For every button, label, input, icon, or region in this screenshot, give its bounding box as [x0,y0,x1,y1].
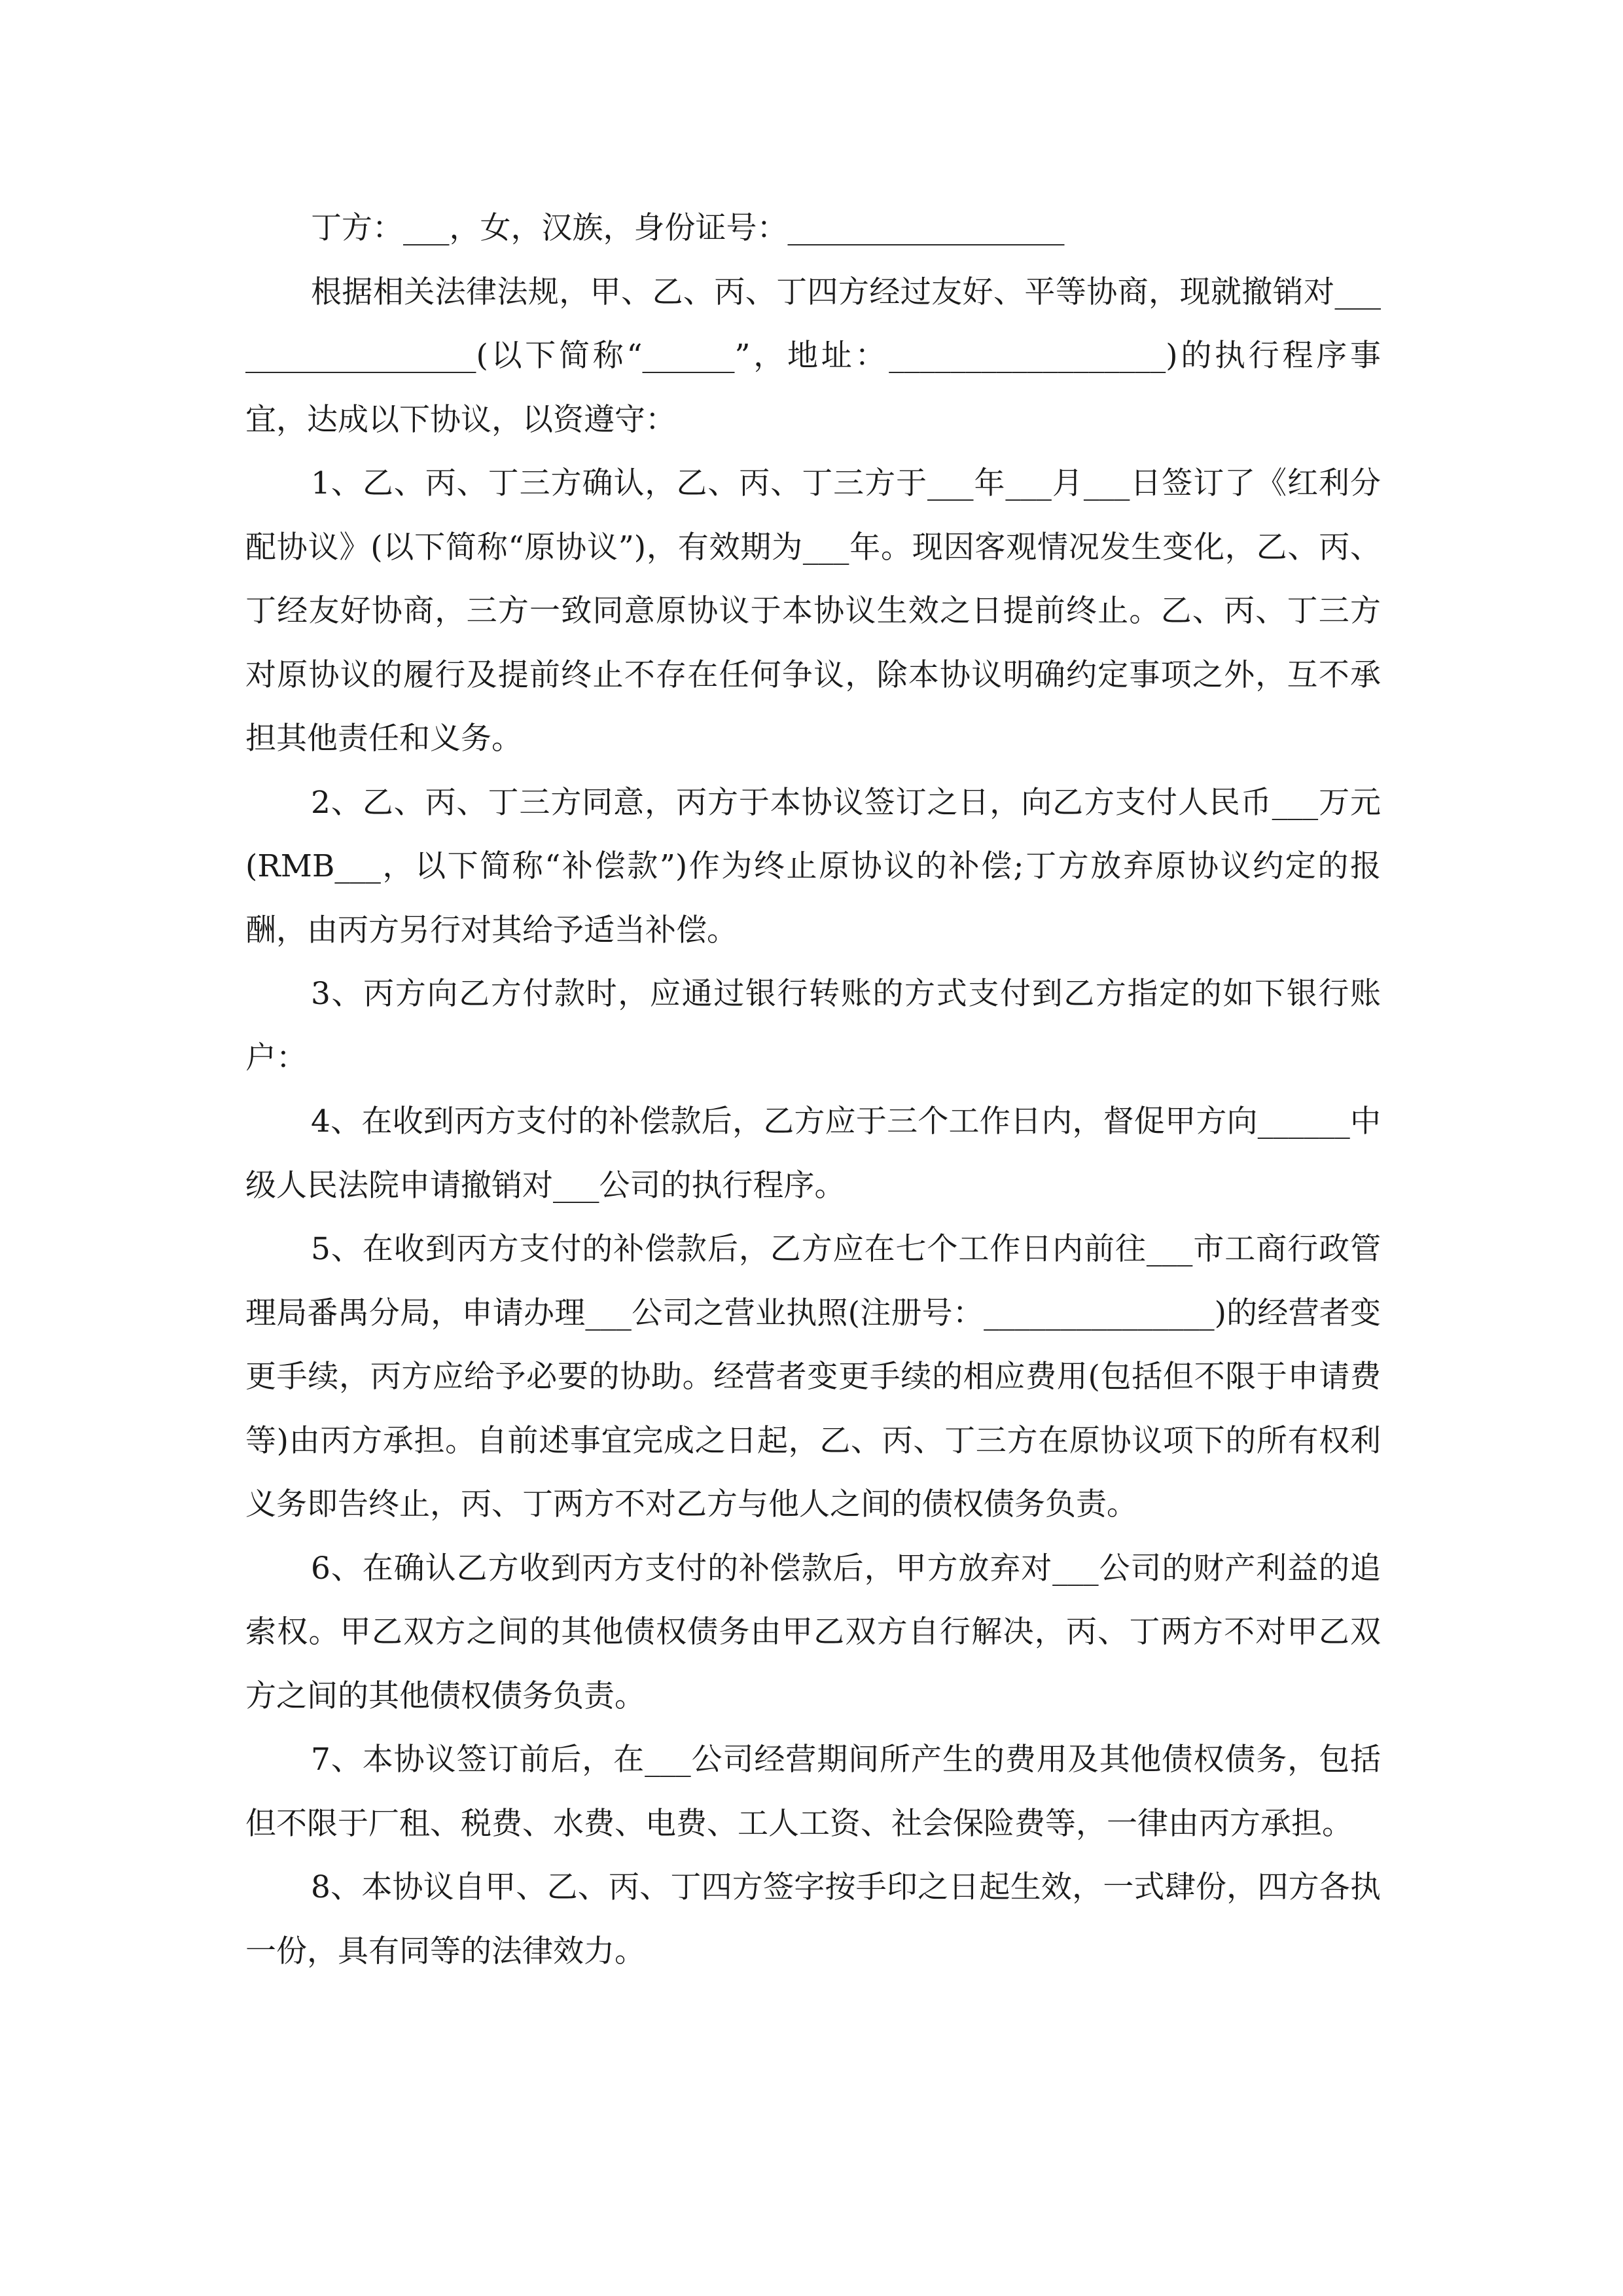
clause-3: 3、丙方向乙方付款时，应通过银行转账的方式支付到乙方指定的如下银行账户： [245,976,1381,1076]
agreement-body [245,196,1381,1983]
clause-7: 7、本协议签订前后，在___公司经营期间所产生的费用及其他债权债务，包括但不限于厂租、税费、水费、电费、工人工资、社会保险费等，一律由丙方承担。 [245,1742,1381,1842]
clause-6: 6、在确认乙方收到丙方支付的补偿款后，甲方放弃对___公司的财产利益的追索权。甲乙双方之间的其他债权债务由甲乙双方自行解决，丙、丁两方不对甲乙双方之间的其他债权债务负责。 [245,1550,1381,1714]
clause-8: 8、本协议自甲、乙、丙、丁四方签字按手印之日起生效，一式肆份，四方各执一份，具有同等的法律效力。 [245,1869,1381,1969]
clause-4: 4、在收到丙方支付的补偿款后，乙方应于三个工作日内，督促甲方向______中级人民法院申请撤销对___公司的执行程序。 [245,1103,1381,1204]
preamble-paragraph: 根据相关法律法规，甲、乙、丙、丁四方经过友好、平等协商，现就撤销对__________________(以下简称“______”，地址：__________________)的执行程序事宜，达成以下协议，以资遵守： [245,274,1381,438]
clause-5: 5、在收到丙方支付的补偿款后，乙方应在七个工作日内前往___市工商行政管理局番禺分局，申请办理___公司之营业执照(注册号：_______________)的经营者变更手续，丙方应给予必要的协助。经营者变更手续的相应费用(包括但不限于申请费等)由丙方承担。自前述事宜完成之日起，乙、丙、丁三方在原协议项下的所有权利义务即告终止，丙、丁两方不对乙方与他人之间的债权债务负责。 [245,1231,1381,1522]
party-ding-line: 丁方：___，女，汉族，身份证号：__________________ [311,210,1065,246]
clause-2: 2、乙、丙、丁三方同意，丙方于本协议签订之日，向乙方支付人民币___万元(RMB___，以下简称“补偿款”)作为终止原协议的补偿;丁方放弃原协议约定的报酬，由丙方另行对其给予适当补偿。 [245,784,1381,948]
clause-1: 1、乙、丙、丁三方确认，乙、丙、丁三方于___年___月___日签订了《红利分配协议》(以下简称“原协议”)，有效期为___年。现因客观情况发生变化，乙、丙、丁经友好协商，三方一致同意原协议于本协议生效之日提前终止。乙、丙、丁三方对原协议的履行及提前终止不存在任何争议，除本协议明确约定事项之外，互不承担其他责任和义务。 [245,465,1381,757]
